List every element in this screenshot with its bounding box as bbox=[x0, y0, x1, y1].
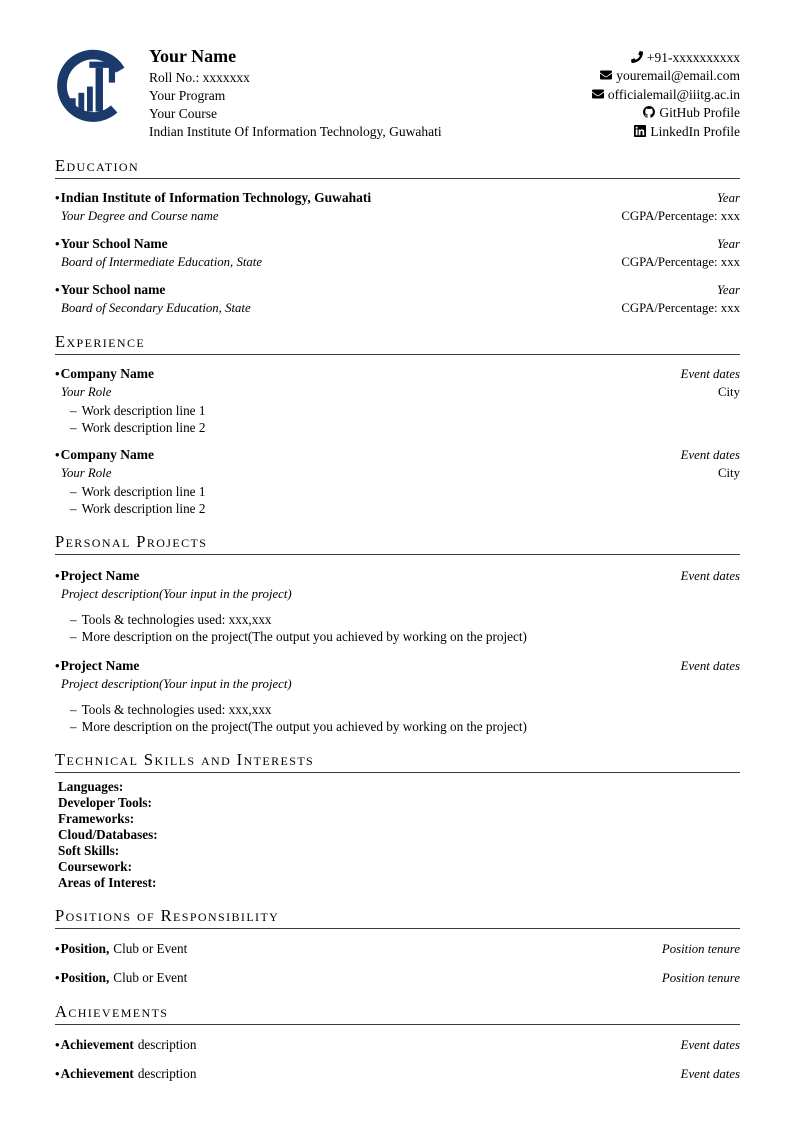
bullet-icon: • bbox=[55, 282, 60, 298]
github-icon bbox=[643, 106, 655, 118]
skill-label-soft-skills: Soft Skills: bbox=[58, 843, 120, 859]
achievement-item bbox=[55, 1035, 740, 1054]
education-year: Year bbox=[716, 283, 740, 298]
por-position: Position, bbox=[60, 970, 110, 986]
course: Your Course bbox=[149, 106, 218, 121]
project-dates: Event dates bbox=[680, 659, 740, 674]
experience-bullets bbox=[55, 403, 740, 436]
phone-icon bbox=[631, 51, 643, 63]
skills-list bbox=[55, 779, 740, 891]
education-item bbox=[55, 280, 740, 317]
envelope-icon bbox=[592, 88, 604, 100]
section-title-experience: Experience bbox=[55, 332, 740, 355]
education-cgpa: CGPA/Percentage: xxx bbox=[621, 209, 740, 224]
program: Your Program bbox=[149, 88, 226, 103]
experience-item bbox=[55, 445, 740, 517]
skill-label-coursework: Coursework: bbox=[58, 859, 132, 875]
bullet-icon: • bbox=[55, 1066, 60, 1082]
project-bullets bbox=[55, 702, 740, 735]
education-board: Board of Secondary Education, State bbox=[61, 301, 251, 316]
dash-icon: – bbox=[70, 484, 77, 500]
section-title-por: Positions of Responsibility bbox=[55, 906, 740, 929]
por-tenure: Position tenure bbox=[661, 942, 740, 957]
dash-icon: – bbox=[70, 628, 77, 644]
bullet-icon: • bbox=[55, 1037, 60, 1053]
project-more: More description on the project(The output you achieved by working on the project) bbox=[81, 718, 527, 734]
envelope-icon bbox=[600, 69, 612, 81]
contact-block bbox=[592, 49, 740, 141]
dash-icon: – bbox=[70, 419, 77, 435]
dash-icon: – bbox=[70, 403, 77, 419]
github-text: GitHub Profile bbox=[659, 105, 740, 121]
work-description: Work description line 1 bbox=[81, 403, 206, 419]
section-title-education: Education bbox=[55, 156, 740, 179]
linkedin-text: LinkedIn Profile bbox=[650, 123, 740, 139]
por-item bbox=[55, 968, 740, 987]
education-degree: Your Degree and Course name bbox=[61, 209, 219, 224]
section-achievements bbox=[55, 1002, 740, 1083]
project-item bbox=[55, 566, 740, 645]
roll-number: Roll No.: xxxxxxx bbox=[149, 70, 250, 85]
experience-city: City bbox=[717, 466, 740, 481]
skill-label-areas-of-interest: Areas of Interest: bbox=[58, 875, 157, 891]
por-club: Club or Event bbox=[113, 970, 188, 986]
project-description: Project description(Your input in the project) bbox=[61, 587, 292, 602]
project-name: Project Name bbox=[60, 568, 140, 584]
education-cgpa: CGPA/Percentage: xxx bbox=[621, 301, 740, 316]
education-year: Year bbox=[716, 237, 740, 252]
achievement-title: Achievement bbox=[60, 1066, 134, 1082]
project-name: Project Name bbox=[60, 658, 140, 674]
dash-icon: – bbox=[70, 500, 77, 516]
bullet-icon: • bbox=[55, 970, 60, 986]
project-tools: Tools & technologies used: xxx,xxx bbox=[81, 702, 272, 718]
achievement-description: description bbox=[137, 1037, 197, 1053]
experience-dates: Event dates bbox=[680, 448, 740, 463]
iiitg-logo-icon bbox=[55, 46, 133, 124]
section-projects bbox=[55, 532, 740, 735]
experience-dates: Event dates bbox=[680, 367, 740, 382]
github-link[interactable] bbox=[592, 104, 740, 122]
section-por bbox=[55, 906, 740, 987]
dash-icon: – bbox=[70, 718, 77, 734]
experience-bullets bbox=[55, 484, 740, 517]
bullet-icon: • bbox=[55, 658, 60, 674]
linkedin-icon bbox=[634, 125, 646, 137]
project-item bbox=[55, 656, 740, 735]
por-tenure: Position tenure bbox=[661, 971, 740, 986]
experience-city: City bbox=[717, 385, 740, 400]
bullet-icon: • bbox=[55, 236, 60, 252]
achievement-item bbox=[55, 1064, 740, 1083]
section-title-achievements: Achievements bbox=[55, 1002, 740, 1025]
official-email-link[interactable] bbox=[592, 86, 740, 104]
por-club: Club or Event bbox=[113, 941, 188, 957]
phone-text: +91-xxxxxxxxxx bbox=[646, 50, 740, 65]
bullet-icon: • bbox=[55, 366, 60, 382]
linkedin-link[interactable] bbox=[592, 123, 740, 141]
education-institute: Your School Name bbox=[60, 236, 168, 252]
institute-name: Indian Institute Of Information Technology, Guwahati bbox=[149, 124, 442, 139]
education-board: Board of Intermediate Education, State bbox=[61, 255, 263, 270]
bullet-icon: • bbox=[55, 190, 60, 206]
bullet-icon: • bbox=[55, 568, 60, 584]
education-item bbox=[55, 234, 740, 271]
project-dates: Event dates bbox=[680, 569, 740, 584]
work-description: Work description line 2 bbox=[81, 500, 206, 516]
achievement-title: Achievement bbox=[60, 1037, 134, 1053]
experience-role: Your Role bbox=[61, 466, 112, 481]
official-email-text: officialemail@iiitg.ac.in bbox=[607, 86, 740, 102]
project-bullets bbox=[55, 612, 740, 645]
work-description: Work description line 2 bbox=[81, 419, 206, 435]
education-cgpa: CGPA/Percentage: xxx bbox=[621, 255, 740, 270]
project-description: Project description(Your input in the project) bbox=[61, 677, 292, 692]
achievement-description: description bbox=[137, 1066, 197, 1082]
section-education bbox=[55, 156, 740, 317]
skill-label-cloud-databases: Cloud/Databases: bbox=[58, 827, 158, 843]
experience-role: Your Role bbox=[61, 385, 112, 400]
candidate-name: Your Name bbox=[149, 46, 237, 66]
project-more: More description on the project(The output you achieved by working on the project) bbox=[81, 628, 527, 644]
skill-label-developer-tools: Developer Tools: bbox=[58, 795, 152, 811]
section-skills bbox=[55, 750, 740, 891]
header bbox=[55, 45, 740, 141]
experience-item bbox=[55, 364, 740, 436]
section-experience bbox=[55, 332, 740, 517]
bullet-icon: • bbox=[55, 447, 60, 463]
company-name: Company Name bbox=[60, 366, 154, 382]
achievement-dates: Event dates bbox=[680, 1038, 740, 1053]
header-identity bbox=[149, 45, 442, 141]
work-description: Work description line 1 bbox=[81, 484, 206, 500]
skill-label-languages: Languages: bbox=[58, 779, 124, 795]
project-tools: Tools & technologies used: xxx,xxx bbox=[81, 612, 272, 628]
phone-link[interactable] bbox=[592, 49, 740, 67]
education-year: Year bbox=[716, 191, 740, 206]
section-title-projects: Personal Projects bbox=[55, 532, 740, 555]
section-title-skills: Technical Skills and Interests bbox=[55, 750, 740, 773]
bullet-icon: • bbox=[55, 941, 60, 957]
dash-icon: – bbox=[70, 702, 77, 718]
por-item bbox=[55, 939, 740, 958]
personal-email-link[interactable] bbox=[592, 67, 740, 85]
personal-email-text: youremail@email.com bbox=[616, 68, 740, 84]
education-institute: Your School name bbox=[60, 282, 166, 298]
por-position: Position, bbox=[60, 941, 110, 957]
skill-label-frameworks: Frameworks: bbox=[58, 811, 135, 827]
company-name: Company Name bbox=[60, 447, 154, 463]
education-institute: Indian Institute of Information Technology, Guwahati bbox=[60, 190, 372, 206]
education-item bbox=[55, 188, 740, 225]
achievement-dates: Event dates bbox=[680, 1067, 740, 1082]
dash-icon: – bbox=[70, 612, 77, 628]
